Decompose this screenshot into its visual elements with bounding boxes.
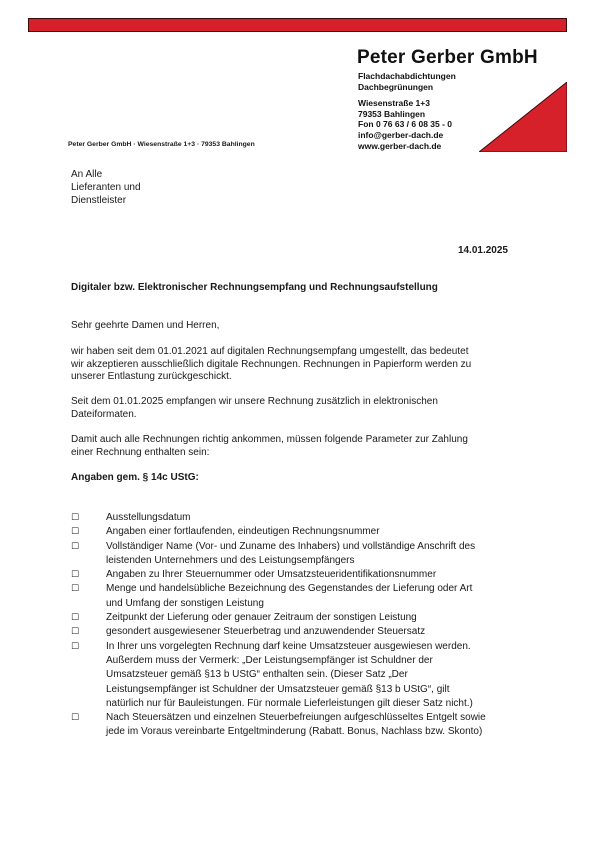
checkbox-icon[interactable]: ☐ (71, 584, 80, 595)
paragraph-parameters (71, 434, 521, 459)
paragraph-line: wir akzeptieren ausschließlich digitale Rechnungen. Rechnungen in Papierform werden zu (71, 358, 472, 370)
checklist-item-line: Menge und handelsübliche Bezeichnung des Gegenstandes der Lieferung oder Art (106, 583, 473, 595)
checklist-item-text (106, 540, 541, 569)
checklist-item-line: Angaben einer fortlaufenden, eindeutigen Rechnungsnummer (106, 526, 380, 538)
salutation (71, 320, 521, 333)
checklist-item-line: und Umfang der sonstigen Leistung (106, 597, 264, 609)
checklist-item-text (106, 525, 541, 539)
checklist-item (71, 711, 541, 740)
checklist-item-line: Ausstellungsdatum (106, 512, 191, 523)
recipient-line: An Alle (71, 169, 103, 180)
company-city: 79353 Bahlingen (358, 109, 426, 119)
checkbox-icon[interactable]: ☐ (71, 713, 80, 724)
checkbox-icon[interactable]: ☐ (71, 541, 80, 552)
checklist-item-text (106, 568, 541, 582)
checklist-item-line: leistenden Unternehmers und des Leistungsempfängers (106, 554, 355, 566)
company-website[interactable]: www.gerber-dach.de (358, 141, 442, 151)
checklist-item (71, 625, 541, 639)
recipient-address (71, 168, 141, 207)
company-name: Peter Gerber GmbH (357, 47, 538, 68)
checklist-item-line: Umsatzsteuer gemäß §13 b UStG“ enthalten sein. (Dieser Satz „Der (106, 669, 408, 681)
checklist-item-text (106, 582, 541, 611)
checklist-item-line: Außerdem muss der Vermerk: „Der Leistungsempfänger ist Schuldner der (106, 654, 433, 666)
letter-date: 14.01.2025 (457, 245, 508, 256)
paragraph-line: Dateiformaten. (71, 408, 137, 420)
sender-address-line: Peter Gerber GmbH · Wiesenstraße 1+3 · 79353 Bahlingen (68, 141, 255, 148)
checkbox-icon[interactable]: ☐ (71, 570, 80, 581)
paragraph-electronic-formats (71, 396, 521, 421)
recipient-line: Lieferanten und (71, 182, 141, 193)
paragraph-digital-invoices (71, 346, 521, 384)
company-tagline-greening: Dachbegrünungen (358, 82, 434, 92)
paragraph-line: wir haben seit dem 01.01.2021 auf digitalen Rechnungsempfang umgestellt, das bedeutet (71, 346, 469, 357)
recipient-line: Dienstleister (71, 195, 127, 206)
company-phone: Fon 0 76 63 / 6 08 35 - 0 (358, 119, 453, 129)
checkbox-icon[interactable]: ☐ (71, 627, 80, 638)
company-email[interactable]: info@gerber-dach.de (358, 130, 444, 140)
checklist-item-text (106, 711, 541, 740)
letter-subject: Digitaler bzw. Elektronischer Rechnungsempfang und Rechnungsaufstellung (71, 282, 438, 293)
checklist-item (71, 540, 541, 569)
requirements-heading: Angaben gem. § 14c UStG: (71, 472, 199, 483)
checklist-item-text (106, 640, 541, 711)
checklist-item-line: gesondert ausgewiesener Steuerbetrag und anzuwendender Steuersatz (106, 626, 426, 638)
checkbox-icon[interactable]: ☐ (71, 513, 80, 523)
logo-triangle-icon (479, 82, 567, 152)
checklist-item (71, 582, 541, 611)
checklist-item-line: jede im Voraus vereinbarte Entgeltminderung (Rabatt. Bonus, Nachlass bzw. Skonto) (106, 726, 483, 738)
paragraph-line: Seit dem 01.01.2025 empfangen wir unsere Rechnung zusätzlich in elektronischen (71, 396, 438, 407)
checklist-item-text (106, 511, 541, 525)
checklist-item-line: Vollständiger Name (Vor- und Zuname des Inhabers) und vollständige Anschrift des (106, 540, 476, 552)
checkbox-icon[interactable]: ☐ (71, 613, 80, 624)
checkbox-icon[interactable]: ☐ (71, 527, 80, 538)
checklist-item-line: Leistungsempfänger ist Schuldner der Umsatzsteuer gemäß §13 b UStG“, gilt (106, 683, 450, 695)
paragraph-line: unserer Entlastung zurückgeschickt. (71, 371, 232, 382)
checklist-item-line: Angaben zu Ihrer Steuernummer oder Umsatzsteueridentifikationsnummer (106, 569, 437, 581)
checklist-item (71, 611, 541, 625)
checklist-item-line: Nach Steuersätzen und einzelnen Steuerbefreiungen aufgeschlüsseltes Entgelt sowie (106, 712, 486, 724)
checklist-item-line: natürlich nur für Bauleistungen. Für normale Lieferleistungen gilt dieser Satz nicht.) (106, 697, 473, 709)
checklist-item-line: Zeitpunkt der Lieferung oder genauer Zeitraum der sonstigen Leistung (106, 612, 417, 624)
checklist-item (71, 568, 541, 582)
checklist-item (71, 640, 541, 711)
letterhead-top-bar (28, 18, 567, 32)
salutation-text: Sehr geehrte Damen und Herren, (71, 320, 220, 331)
company-street: Wiesenstraße 1+3 (358, 98, 430, 108)
paragraph-line: Damit auch alle Rechnungen richtig ankommen, müssen folgende Parameter zur Zahlung (71, 434, 468, 445)
paragraph-line: einer Rechnung enthalten sein: (71, 446, 210, 458)
checklist-item (71, 525, 541, 539)
checklist-item-text (106, 625, 541, 639)
company-tagline-roofing: Flachdachabdichtungen (358, 71, 456, 81)
requirements-checklist (71, 511, 541, 740)
checklist-item-line: In Ihrer uns vorgelegten Rechnung darf keine Umsatzsteuer ausgewiesen werden. (106, 640, 471, 652)
checklist-item-text (106, 611, 541, 625)
checkbox-icon[interactable]: ☐ (71, 641, 80, 652)
checklist-item (71, 511, 541, 525)
